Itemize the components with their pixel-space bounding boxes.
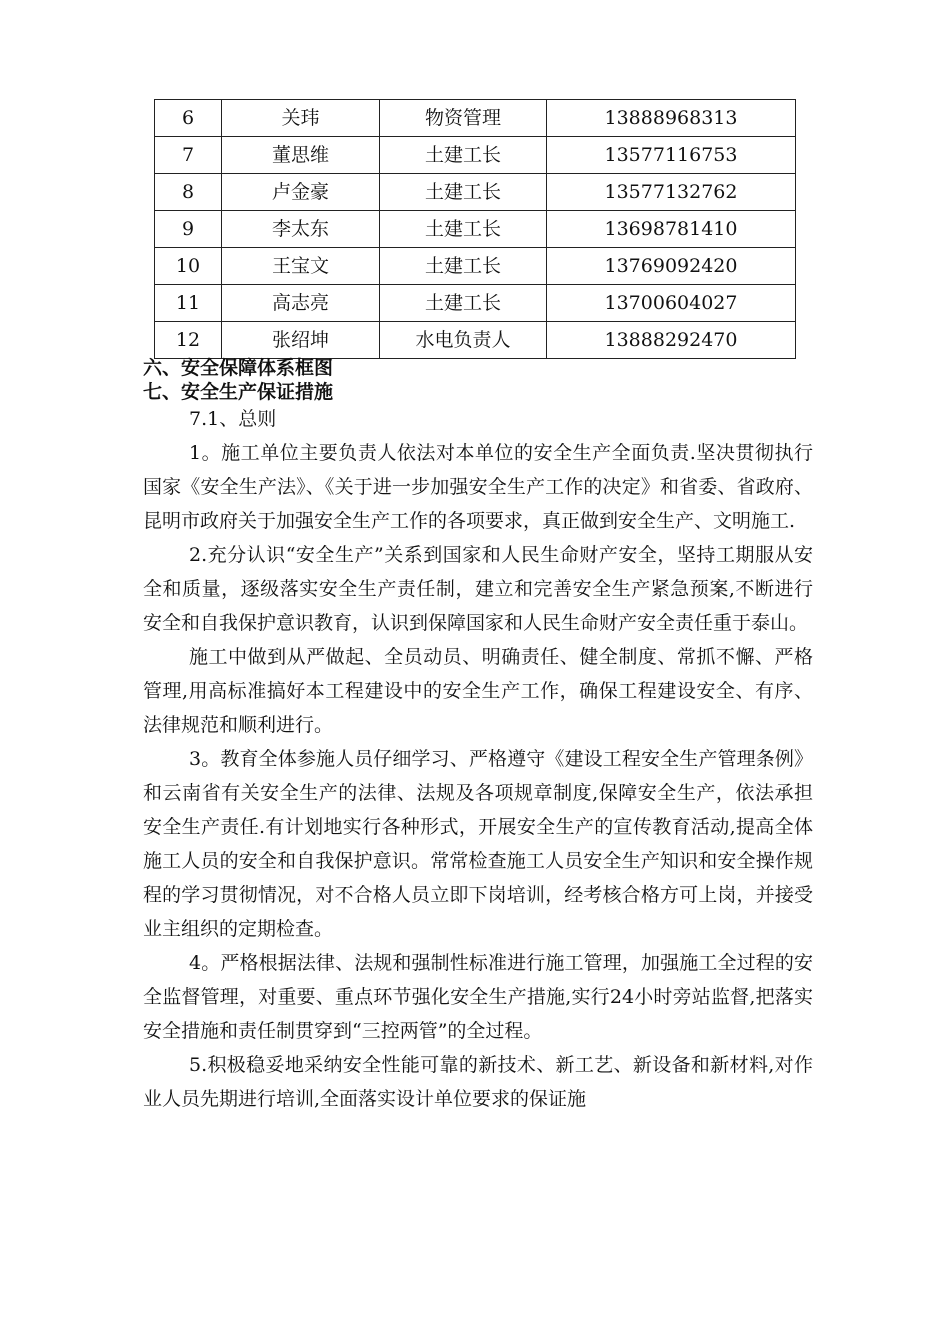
role-cell: 土建工长 — [380, 248, 547, 285]
role-cell: 土建工长 — [380, 211, 547, 248]
section-6-heading: 六、安全保障体系框图 — [143, 357, 334, 379]
name-cell: 卢金豪 — [222, 174, 380, 211]
table-row — [155, 137, 796, 174]
row-number-cell: 12 — [155, 322, 222, 359]
staff-table-body — [155, 100, 796, 359]
row-number-cell: 11 — [155, 285, 222, 322]
name-cell: 王宝文 — [222, 248, 380, 285]
name-cell: 高志亮 — [222, 285, 380, 322]
name-cell: 张绍坤 — [222, 322, 380, 359]
phone-cell: 13888968313 — [547, 100, 796, 137]
paragraph-5: 5.积极稳妥地采纳安全性能可靠的新技术、新工艺、新设备和新材料,对作业人员先期进行培训,全面落实设计单位要求的保证施 — [143, 1054, 813, 1110]
row-number-cell: 9 — [155, 211, 222, 248]
row-number-cell: 6 — [155, 100, 222, 137]
role-cell: 土建工长 — [380, 174, 547, 211]
phone-cell: 13888292470 — [547, 322, 796, 359]
section-7-heading: 七、安全生产保证措施 — [143, 381, 334, 403]
role-cell: 土建工长 — [380, 285, 547, 322]
section-7-1-heading: 7.1、总则 — [189, 408, 277, 430]
table-row — [155, 322, 796, 359]
phone-cell: 13698781410 — [547, 211, 796, 248]
name-cell: 李太东 — [222, 211, 380, 248]
row-number-cell: 8 — [155, 174, 222, 211]
phone-cell: 13577116753 — [547, 137, 796, 174]
paragraph-2: 2.充分认识“安全生产”关系到国家和人民生命财产安全，坚持工期服从安全和质量，逐级落实安全生产责任制，建立和完善安全生产紧急预案,不断进行安全和自我保护意识教育，认识到保障国家和人民生命财产安全责任重于泰山。 — [143, 544, 813, 634]
table-row — [155, 285, 796, 322]
table-row — [155, 211, 796, 248]
paragraph-4: 4。严格根据法律、法规和强制性标准进行施工管理，加强施工全过程的安全监督管理，对重要、重点环节强化安全生产措施,实行24小时旁站监督,把落实安全措施和责任制贯穿到“三控两管”的全过程。 — [143, 952, 813, 1042]
phone-cell: 13769092420 — [547, 248, 796, 285]
paragraph-2-continued: 施工中做到从严做起、全员动员、明确责任、健全制度、常抓不懈、严格管理,用高标准搞好本工程建设中的安全生产工作，确保工程建设安全、有序、法律规范和顺利进行。 — [143, 646, 813, 736]
role-cell: 物资管理 — [380, 100, 547, 137]
paragraph-3: 3。教育全体参施人员仔细学习、严格遵守《建设工程安全生产管理条例》和云南省有关安全生产的法律、法规及各项规章制度,保障安全生产，依法承担安全生产责任.有计划地实行各种形式，开展安全生产的宣传教育活动,提高全体施工人员的安全和自我保护意识。常常检查施工人员安全生产知识和安全操作规程的学习贯彻情况，对不合格人员立即下岗培训，经考核合格方可上岗，并接受业主组织的定期检查。 — [143, 748, 813, 940]
row-number-cell: 10 — [155, 248, 222, 285]
table-row — [155, 174, 796, 211]
table-row — [155, 248, 796, 285]
paragraph-1: 1。施工单位主要负责人依法对本单位的安全生产全面负责.坚决贯彻执行国家《安全生产法》、《关于进一步加强安全生产工作的决定》和省委、省政府、昆明市政府关于加强安全生产工作的各项要求，真正做到安全生产、文明施工. — [143, 442, 813, 532]
role-cell: 水电负责人 — [380, 322, 547, 359]
row-number-cell: 7 — [155, 137, 222, 174]
phone-cell: 13577132762 — [547, 174, 796, 211]
phone-cell: 13700604027 — [547, 285, 796, 322]
staff-contact-table — [154, 99, 796, 359]
name-cell: 董思维 — [222, 137, 380, 174]
table-row — [155, 100, 796, 137]
role-cell: 土建工长 — [380, 137, 547, 174]
name-cell: 关玮 — [222, 100, 380, 137]
document-body — [143, 356, 813, 1116]
